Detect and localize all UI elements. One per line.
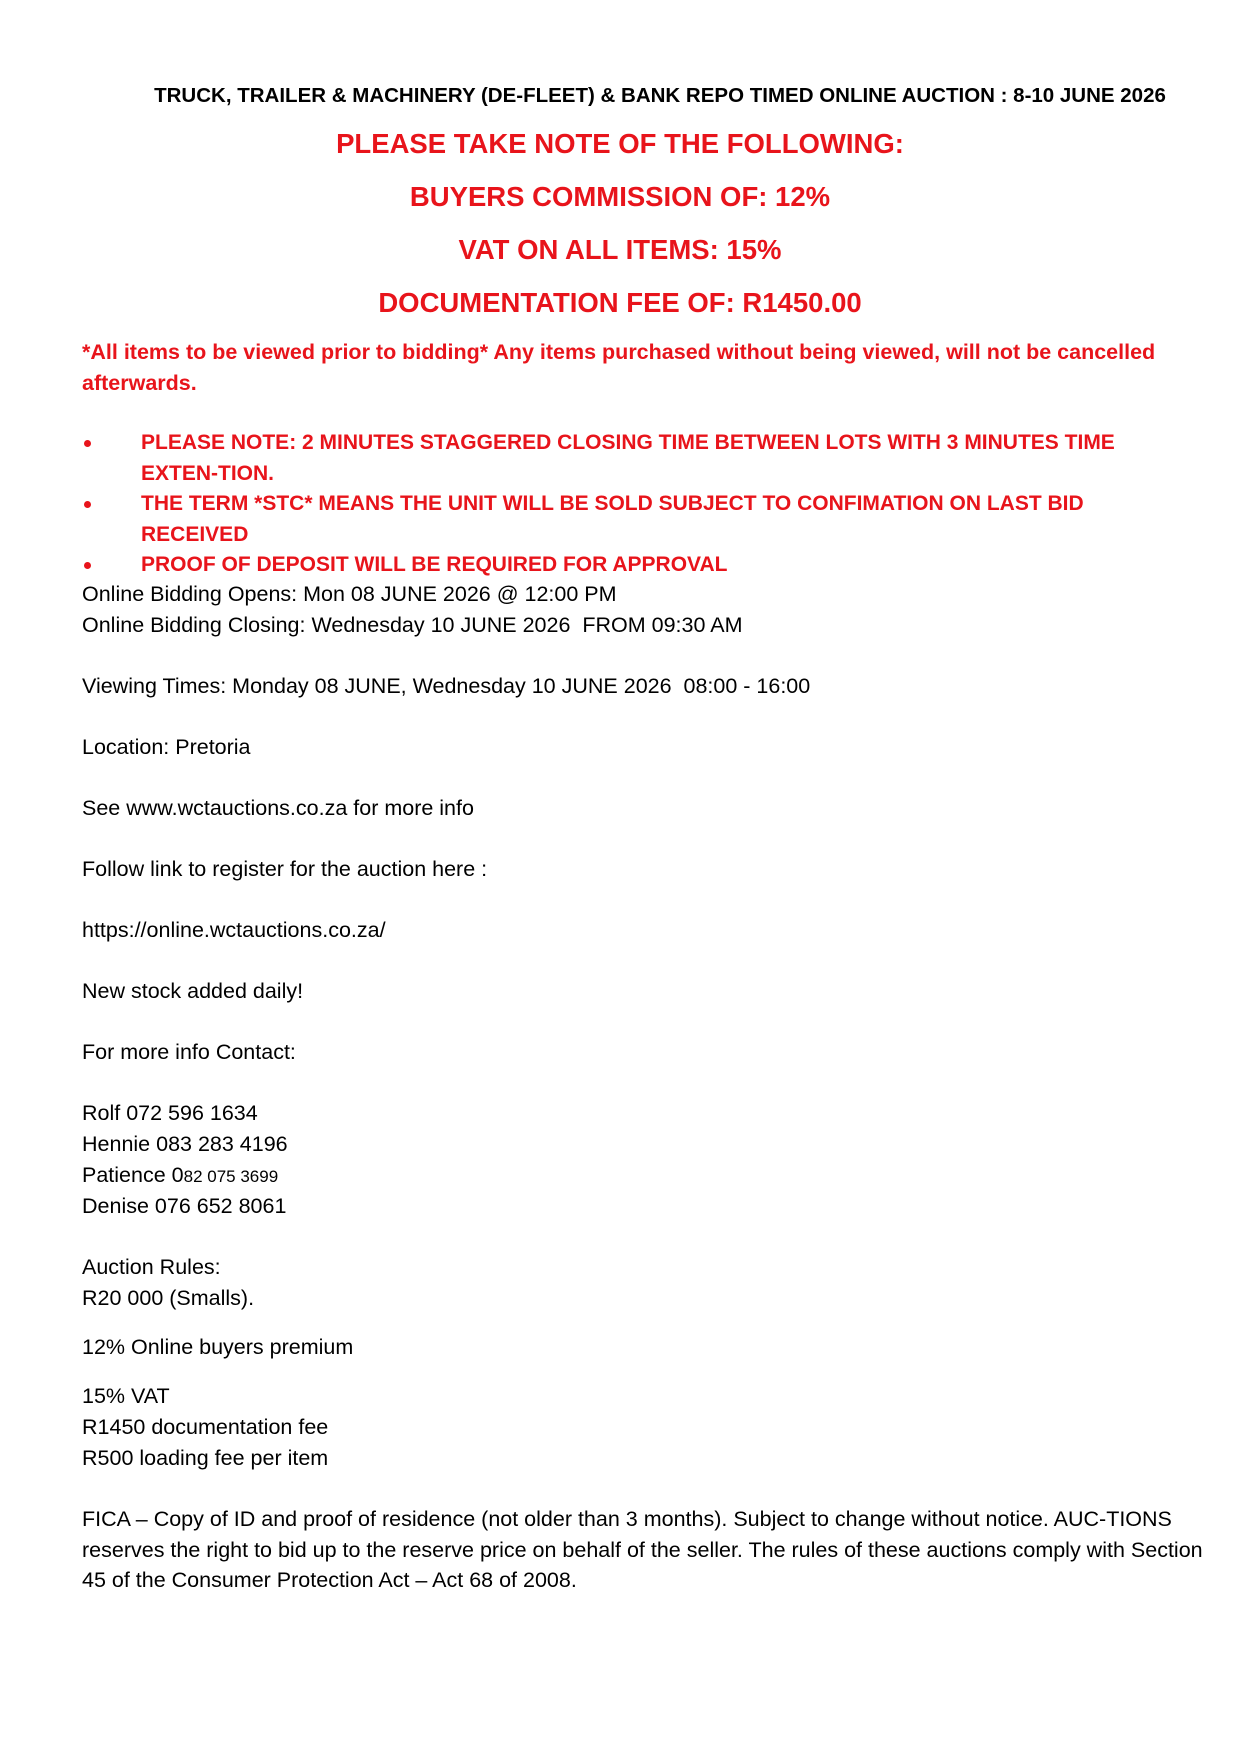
- list-item: [82, 489, 1192, 550]
- vat-notice: VAT ON ALL ITEMS: 15%: [458, 234, 782, 265]
- rule-loading-fee: R500 loading fee per item: [82, 1446, 329, 1470]
- fica-paragraph: FICA – Copy of ID and proof of residence (not older than 3 months). Subject to change without notice. AUC-TIONS reserves the right to bid up to the reserve price on behalf of the seller. The rules of these auctions comply with Section 45 of the Consumer Protection Act – Act 68 of 2008.: [82, 1507, 1203, 1592]
- notes-list: [82, 428, 1192, 581]
- register-text: Follow link to register for the auction here :: [82, 857, 488, 881]
- bidding-closing: Online Bidding Closing: Wednesday 10 JUNE 2026 FROM 09:30 AM: [82, 613, 743, 637]
- notice-heading: PLEASE TAKE NOTE OF THE FOLLOWING:: [336, 128, 904, 159]
- list-item-text: PROOF OF DEPOSIT WILL BE REQUIRED FOR APPROVAL: [141, 553, 728, 576]
- rule-buyers-premium: 12% Online buyers premium: [82, 1335, 354, 1359]
- bullet-icon: [84, 440, 91, 447]
- rule-vat: 15% VAT: [82, 1384, 170, 1408]
- contact-patience-name: Patience 0: [82, 1163, 184, 1187]
- rule-smalls: R20 000 (Smalls).: [82, 1286, 255, 1310]
- bidding-opens: Online Bidding Opens: Mon 08 JUNE 2026 @ 12:00 PM: [82, 582, 617, 606]
- list-item: [82, 428, 1192, 489]
- viewing-warning: *All items to be viewed prior to bidding* Any items purchased without being viewed, will not be cancelled afterwards.: [82, 340, 1156, 395]
- documentation-fee-notice: DOCUMENTATION FEE OF: R1450.00: [378, 287, 862, 318]
- contact-patience-number: 82 075 3699: [183, 1167, 279, 1186]
- bullet-icon: [84, 562, 91, 569]
- bullet-icon: [84, 501, 91, 508]
- commission-notice: BUYERS COMMISSION OF: 12%: [409, 181, 831, 212]
- contact-heading: For more info Contact:: [82, 1040, 296, 1064]
- contact-patience: [82, 1160, 1222, 1193]
- website-info: See www.wctauctions.co.za for more info: [82, 796, 474, 820]
- list-item-text: PLEASE NOTE: 2 MINUTES STAGGERED CLOSING TIME BETWEEN LOTS WITH 3 MINUTES TIME EXTEN-TION.: [141, 431, 1115, 485]
- contact-denise: Denise 076 652 8061: [82, 1194, 287, 1218]
- contact-hennie: Hennie 083 283 4196: [82, 1132, 288, 1156]
- location: Location: Pretoria: [82, 735, 251, 759]
- contact-rolf: Rolf 072 596 1634: [82, 1101, 258, 1125]
- list-item-text: THE TERM *STC* MEANS THE UNIT WILL BE SOLD SUBJECT TO CONFIMATION ON LAST BID RECEIVED: [141, 492, 1084, 546]
- new-stock-text: New stock added daily!: [82, 979, 304, 1003]
- list-item: [82, 550, 1192, 581]
- viewing-times: Viewing Times: Monday 08 JUNE, Wednesday 10 JUNE 2026 08:00 - 16:00: [82, 674, 811, 698]
- rules-heading: Auction Rules:: [82, 1255, 221, 1279]
- rule-documentation-fee: R1450 documentation fee: [82, 1415, 329, 1439]
- document-title: TRUCK, TRAILER & MACHINERY (DE-FLEET) & BANK REPO TIMED ONLINE AUCTION : 8-10 JUNE 2026: [154, 84, 1166, 107]
- register-link[interactable]: https://online.wctauctions.co.za/: [82, 918, 386, 942]
